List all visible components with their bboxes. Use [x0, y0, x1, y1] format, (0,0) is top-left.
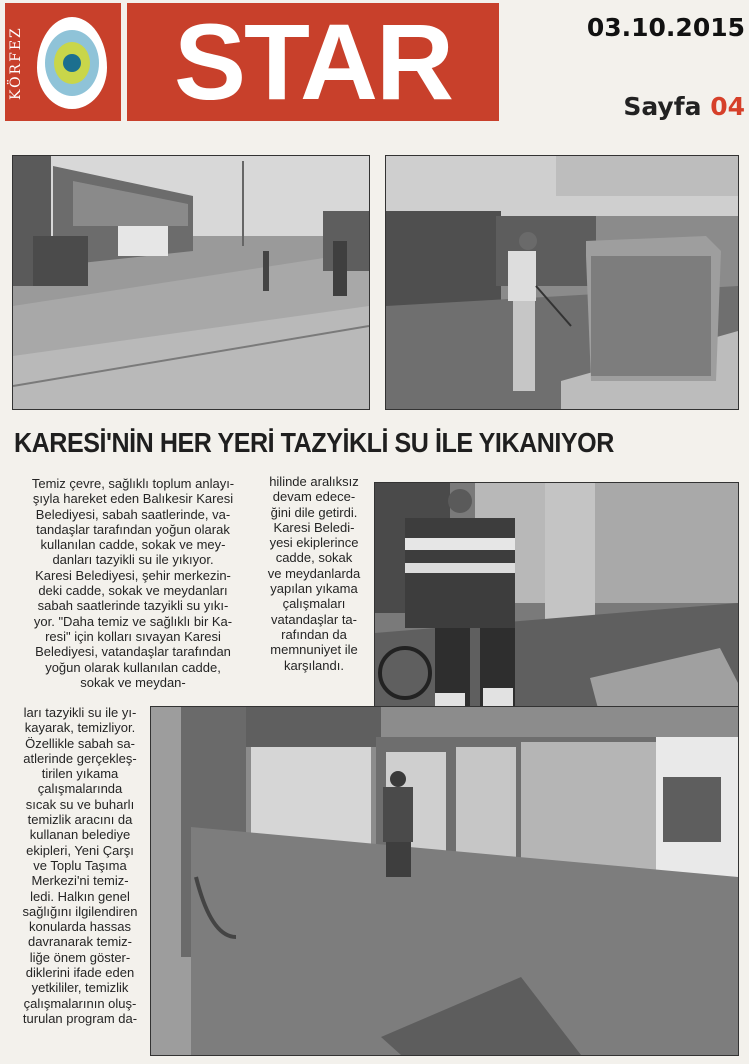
worker-washing-fountain-photo: [385, 155, 739, 410]
article-text-line: temizlik aracını da: [27, 812, 133, 828]
article-text-line: çalışmalarının oluş-: [23, 995, 137, 1011]
article-text-line: tirilen yıkama: [41, 766, 119, 782]
article-text-line: Karesi Belediyesi, şehir merkezin-: [35, 567, 231, 583]
article-text-line: yoğun olarak kullanılan cadde,: [45, 659, 221, 675]
article-text-line: ekipleri, Yeni Çarşı: [26, 842, 134, 858]
article-text-line: kayarak, temizliyor.: [24, 720, 136, 736]
article-text-line: çalışmalarında: [37, 781, 123, 797]
article-text-line: liğe önem göster-: [29, 949, 131, 965]
article-text-line: Karesi Beledi-: [273, 519, 355, 535]
article-column-1: [14, 476, 252, 690]
article-text-line: Belediyesi, sabah saatlerinde, va-: [35, 506, 231, 522]
paper-name-banner: [127, 3, 499, 121]
page-reference: [623, 92, 745, 121]
street-cleaning-photo: [12, 155, 370, 410]
article-text-line: vatandaşlar ta-: [271, 611, 357, 627]
logo-side-text: KÖRFEZ: [8, 26, 24, 100]
article-text-line: ve Toplu Taşıma: [33, 857, 127, 873]
article-text-line: cadde, sokak: [275, 550, 353, 566]
logo-egg-icon: [37, 17, 107, 109]
article-text-line: yor. "Daha temiz ve sağlıklı bir Ka-: [33, 613, 233, 629]
article-text-line: şıyla hareket eden Balıkesir Karesi: [32, 491, 234, 507]
paper-name: STAR: [174, 1, 452, 122]
article-text-line: ğini dile getirdi.: [270, 504, 358, 520]
article-column-2: [258, 474, 370, 673]
article-text-line: Belediyesi, vatandaşlar tarafından: [35, 644, 231, 660]
article-text-line: turulan program da-: [22, 1010, 138, 1026]
article-text-line: kullanan belediye: [29, 827, 131, 843]
article-text-line: davranarak temiz-: [27, 934, 133, 950]
article-text-line: Özellikle sabah sa-: [25, 735, 135, 751]
article-text-line: ledi. Halkın genel: [30, 888, 130, 904]
page-number: 04: [710, 92, 745, 121]
article-text-line: çalışmaları: [282, 596, 346, 612]
article-text-line: atlerinde gerçekleş-: [23, 750, 137, 766]
article-text-line: ve meydanlarda: [267, 565, 361, 581]
publication-date: 03.10.2015: [586, 13, 745, 42]
article-column-1-lower: [10, 705, 150, 1026]
article-text-line: sıcak su ve buharlı: [25, 796, 135, 812]
article-text-line: yapılan yıkama: [270, 581, 358, 597]
article-text-line: deki cadde, sokak ve meydanları: [38, 583, 228, 599]
article-text-line: ları tazyikli su ile yı-: [23, 705, 137, 720]
article-text-line: danları tazyikli su ile yıkıyor.: [52, 552, 214, 568]
article-text-line: sabah saatlerinde tazyikli su yıkı-: [37, 598, 229, 614]
arcade-pressure-washing-photo: [150, 706, 739, 1056]
korfez-logo: [5, 3, 121, 121]
article-text-line: diklerini ifade eden: [25, 965, 135, 981]
article-text-line: rafından da: [281, 626, 347, 642]
article-text-line: konularda hassas: [29, 919, 131, 935]
article-text-line: Merkezi'ni temiz-: [31, 873, 129, 889]
article-text-line: hilinde aralıksız: [269, 474, 359, 489]
article-headline: KARESİ'NİN HER YERİ TAZYİKLİ SU İLE YIKANIYOR: [14, 427, 614, 458]
article-text-line: devam edece-: [272, 489, 356, 505]
article-text-line: Temiz çevre, sağlıklı toplum anlayı-: [31, 476, 235, 491]
page-label: Sayfa: [623, 92, 702, 121]
article-text-line: sokak ve meydan-: [80, 674, 186, 690]
article-text-line: tandaşlar tarafından yoğun olarak: [36, 521, 230, 537]
article-text-line: kullanılan cadde, sokak ve mey-: [40, 537, 226, 553]
worker-near-shop-photo: [374, 482, 739, 736]
article-text-line: yesi ekiplerince: [269, 535, 359, 551]
article-text-line: karşılandı.: [284, 657, 344, 673]
article-text-line: yetkililer, temizlik: [31, 980, 129, 996]
article-text-line: sağlığını ilgilendiren: [22, 903, 138, 919]
article-text-line: memnuniyet ile: [270, 642, 358, 658]
article-text-line: resi" için kolları sıvayan Karesi: [45, 628, 221, 644]
